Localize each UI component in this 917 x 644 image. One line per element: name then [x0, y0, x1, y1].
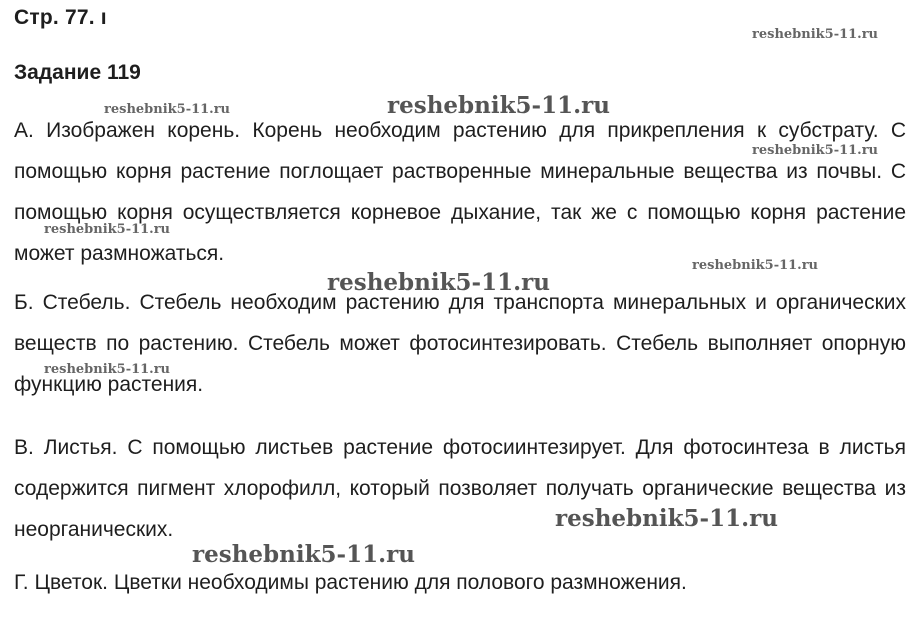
paragraph-flower: Г. Цветок. Цветки необходимы растению для полового размножения. — [14, 571, 687, 594]
watermark: reshebnik5-11.ru — [752, 143, 879, 158]
watermark: reshebnik5-11.ru — [692, 258, 819, 273]
watermark: reshebnik5-11.ru — [44, 222, 171, 237]
watermark: reshebnik5-11.ru — [555, 505, 778, 532]
watermark: reshebnik5-11.ru — [387, 92, 610, 119]
watermark: reshebnik5-11.ru — [104, 102, 231, 117]
task-title: Задание 119 — [14, 61, 141, 84]
watermark: reshebnik5-11.ru — [192, 541, 415, 568]
watermark: reshebnik5-11.ru — [44, 362, 171, 377]
paragraph-stem: Б. Стебель. Стебель необходим растению для транспорта минеральных и органических веществ по растению. Стебель может фотосинтезировать. Стебель выполняет опорную функцию растения. — [14, 291, 906, 396]
watermark: reshebnik5-11.ru — [752, 27, 879, 42]
paragraph-leaves: В. Листья. С помощью листьев растение фотосиинтезирует. Для фотосинтеза в листья содержится пигмент хлорофилл, который позволяет получать органические вещества из неорганических. — [14, 436, 906, 541]
page-reference: Стр. 77. ı — [14, 6, 107, 29]
watermark: reshebnik5-11.ru — [327, 269, 550, 296]
paragraph-root: А. Изображен корень. Корень необходим растению для прикрепления к субстрату. С помощью корня растение поглощает растворенные минеральные вещества из почвы. С помощью корня осуществляется корневое дыхание, так же с помощью корня растение может размножаться. — [14, 119, 906, 265]
